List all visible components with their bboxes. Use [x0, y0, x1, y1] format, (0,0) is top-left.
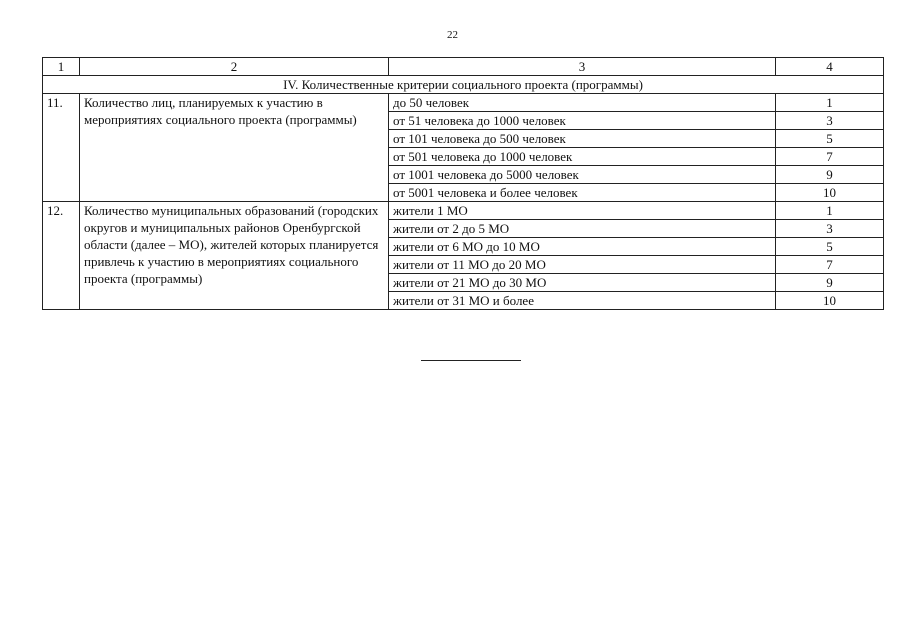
option-label: от 51 человека до 1000 человек: [389, 112, 776, 130]
criterion-description: Количество муниципальных образований (городских округов и муниципальных районов Оренбургской области (далее – МО), жителей которых планируется привлечь к участию в мероприятиях социального проекта (программы): [80, 202, 389, 310]
criterion-number: 12.: [43, 202, 80, 310]
option-label: жители от 6 МО до 10 МО: [389, 238, 776, 256]
column-number-2: 2: [80, 58, 389, 76]
column-number-4: 4: [776, 58, 884, 76]
column-number-1: 1: [43, 58, 80, 76]
criteria-table: [42, 57, 884, 310]
option-label: от 501 человека до 1000 человек: [389, 148, 776, 166]
option-label: от 101 человека до 500 человек: [389, 130, 776, 148]
option-label: жители 1 МО: [389, 202, 776, 220]
option-label: от 1001 человека до 5000 человек: [389, 166, 776, 184]
column-number-3: 3: [389, 58, 776, 76]
option-label: жители от 2 до 5 МО: [389, 220, 776, 238]
option-score: 3: [776, 220, 884, 238]
option-score: 9: [776, 166, 884, 184]
option-score: 3: [776, 112, 884, 130]
option-score: 5: [776, 238, 884, 256]
page-number: 22: [447, 29, 458, 41]
section-row: [43, 76, 884, 94]
option-score: 9: [776, 274, 884, 292]
option-score: 7: [776, 256, 884, 274]
option-label: от 5001 человека и более человек: [389, 184, 776, 202]
table-row: [43, 94, 884, 112]
option-label: жители от 31 МО и более: [389, 292, 776, 310]
option-label: жители от 11 МО до 20 МО: [389, 256, 776, 274]
option-label: до 50 человек: [389, 94, 776, 112]
option-score: 1: [776, 94, 884, 112]
option-score: 7: [776, 148, 884, 166]
option-score: 5: [776, 130, 884, 148]
option-score: 10: [776, 292, 884, 310]
table-row: [43, 202, 884, 220]
end-of-document-line: [421, 360, 521, 361]
criterion-number: 11.: [43, 94, 80, 202]
option-score: 10: [776, 184, 884, 202]
section-title: IV. Количественные критерии социального проекта (программы): [43, 76, 884, 94]
column-number-row: [43, 58, 884, 76]
criterion-description: Количество лиц, планируемых к участию в мероприятиях социального проекта (программы): [80, 94, 389, 202]
option-score: 1: [776, 202, 884, 220]
option-label: жители от 21 МО до 30 МО: [389, 274, 776, 292]
